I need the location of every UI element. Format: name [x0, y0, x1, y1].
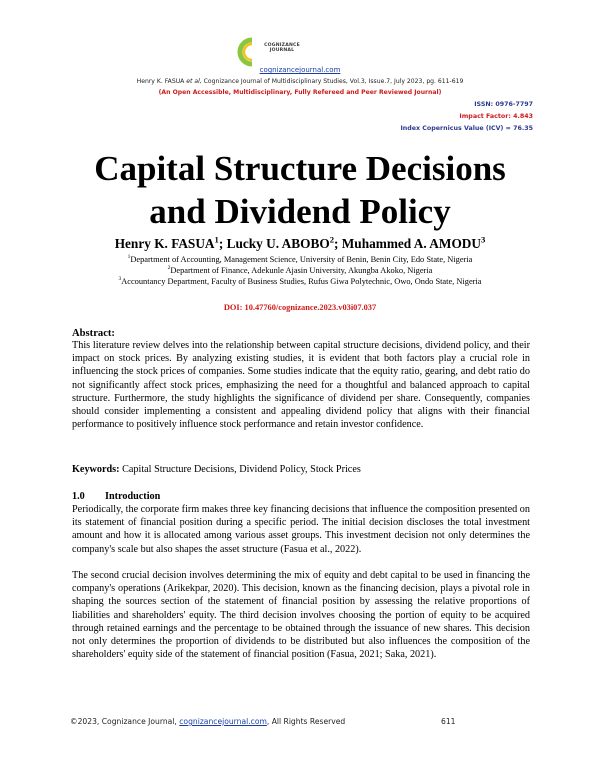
title-line-2: and Dividend Policy: [149, 192, 451, 231]
open-access-note: (An Open Accessible, Multidisciplinary, Fully Refereed and Peer Reviewed Journal): [158, 89, 442, 96]
affiliation-2: $^2$Department of Finance, Adekunle Ajasin University, Akungba Akoko, Nigeria: [167, 265, 433, 275]
issn: ISSN: 0976-7797: [474, 101, 533, 108]
doi-link[interactable]: DOI: 10.47760/cognizance.2023.v03i07.037: [223, 303, 377, 312]
authors-line: Henry K. FASUA$^1$; Lucky U. ABOBO$^2$; Muhammed A. AMODU$^3$: [114, 234, 486, 251]
citation-line: Henry K. FASUA et al, Cognizance Journal of Multidisciplinary Studies, Vol.3, Issue.7, July 2023, pg. 611-619: [136, 78, 464, 85]
impact-factor: Impact Factor: 4.843: [459, 113, 533, 120]
affiliation-3: $^3$Accountancy Department, Faculty of Business Studies, Rufus Giwa Polytechnic, Owo, Ondo State, Nigeria: [118, 276, 482, 286]
page-number: 611: [441, 717, 456, 726]
introduction-heading: 1.0 Introduction: [72, 491, 161, 502]
keywords-line: Keywords: Capital Structure Decisions, Dividend Policy, Stock Prices: [72, 464, 361, 475]
intro-paragraph-2: The second crucial decision involves determining the mix of equity and debt capital to be used in financing the company's operations (Arikekpar, 2020). This decision, known as the financing decision, plays a pivotal role in shaping the sources section of the statement of financial position by assessing the relative proportions of liabilities and shareholders' equity. The third decision involves choosing the portion of equity to be acquired through retained earnings and the percentage to be obtained through the issuance of new shares. This decision not only determines the proportion of dividends to be distributed but also influences the composition of the shareholders' equity side of the statement of financial position (Fasua, 2021; Saka, 2021).: [72, 570, 530, 661]
footer-site-link[interactable]: cognizancejournal.com: [179, 717, 267, 726]
abstract-heading: Abstract:: [72, 328, 115, 339]
affiliation-1: $^1$Department of Accounting, Management Science, University of Benin, Benin City, Edo State, Nigeria: [127, 254, 473, 264]
footer-copyright: ©2023, Cognizance Journal, cognizancejournal.com, All Rights Reserved: [70, 717, 346, 726]
journal-site-link[interactable]: cognizancejournal.com: [259, 66, 341, 74]
intro-paragraph-1: Periodically, the corporate firm makes three key financing decisions that influence the composition presented on its statement of financial position during a specific period. The initial decision discloses the total investment amount and how it is allocated among various asset groups. This investment decision not only determines the company's scale but also shapes the asset structure (Fasua et al., 2022).: [72, 504, 530, 555]
paper-title: [0, 147, 600, 233]
logo-wordmark: COGNIZANCE JOURNAL: [264, 43, 300, 53]
icv-value: Index Copernicus Value (ICV) = 76.35: [400, 125, 533, 132]
abstract-text: This literature review delves into the relationship between capital structure decisions, dividend policy, and their impact on stock prices. By analyzing existing studies, it is evident that both factors play a crucial role in influencing the stock prices of companies. Some studies indicate that the equity ratio, gearing, and debt ratio do not significantly affect stock prices, emphasizing the need for a thoughtful and balanced approach to capital structure. Furthermore, the study highlights the significance of dividend per share. Consequently, companies should consider implementing a consistent and appealing dividend policy that aligns with their financial performance to positively influence stock performance and retain investor confidence.: [72, 340, 530, 431]
title-line-1: Capital Structure Decisions: [94, 149, 506, 188]
